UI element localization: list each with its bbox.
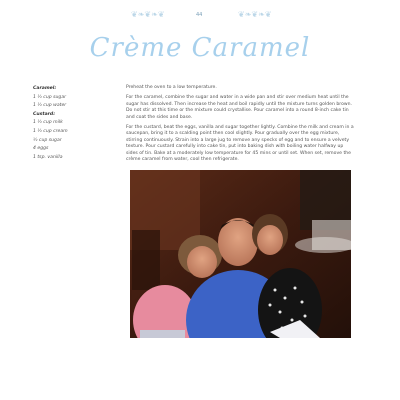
ingredient-line: 1 ½ cup sugar — [33, 94, 67, 100]
header-ornament-right: ❦❧❦❧❦ — [238, 10, 272, 19]
ingredient-line: 4 eggs — [33, 146, 49, 152]
ingredient-line: Caramel: — [33, 86, 57, 91]
ingredients-list — [33, 85, 113, 162]
method-text — [126, 85, 356, 167]
recipe-title: Crème Caramel — [89, 33, 311, 63]
ingredient-line: Custard: — [33, 111, 56, 117]
ingredient-line: 1 ½ cup cream — [33, 128, 68, 134]
method-paragraph: For the caramel, combine the sugar and water in a wide pan and stir over medium heat until the sugar has dissolved. Then increase the heat and boil rapidly until the mixture turns golden brown. Do not stir at this time or the mixture could crystallise. Pour caramel into a round 8-inch cake tin and coat the sides and base. — [126, 95, 353, 120]
method-paragraph: Preheat the oven to a low temperature. — [126, 85, 217, 90]
ingredient-line: 1 ½ cup water — [33, 103, 67, 109]
header-ornament-left: ❦❧❦❧❦ — [131, 10, 165, 19]
ingredient-line: ½ cup sugar — [33, 137, 62, 143]
method-paragraph: For the custard, beat the eggs, vanilla and sugar together lightly. Combine the milk and cream in a saucepan, bring it to a scalding point then cool slightly. Pour gradually over the egg mixture, stirring continuously. Strain into a large jug to remove any specks of egg and to ensure a velvety texture. Pour custard carefully into cake tin, put into baking dish with boiling water halfway up sides of tin. Bake at a moderately low temperature for 45 mins or until set. When set, remove the crème caramel from water, cool then refrigerate. — [126, 125, 354, 163]
ingredient-line: 1 tsp. vanilla — [33, 154, 63, 160]
page-number: 44 — [196, 12, 203, 18]
family-photo — [130, 170, 351, 338]
ingredient-line: 1 ½ cup milk — [33, 120, 63, 126]
